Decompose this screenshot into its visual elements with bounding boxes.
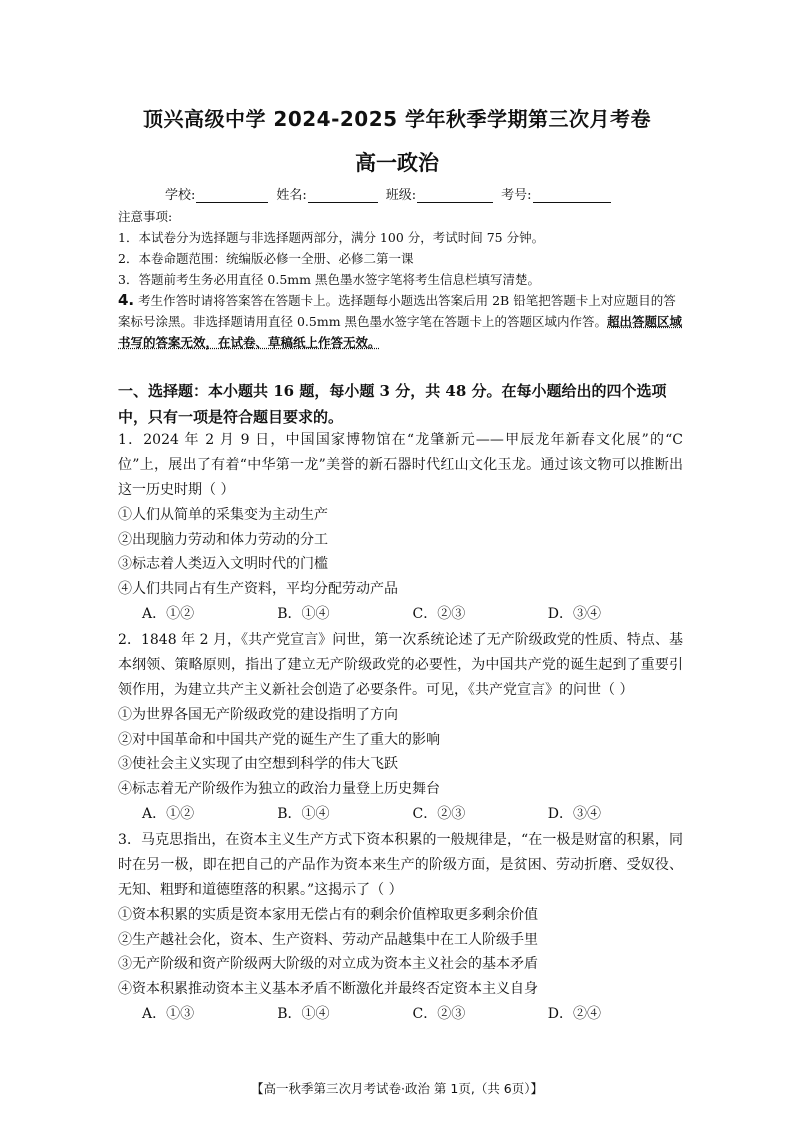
exam-notes — [118, 206, 688, 353]
notes-heading: 注意事项: — [118, 209, 173, 224]
choice-d: D．③④ — [547, 806, 601, 822]
choice-a: A．①② — [142, 606, 195, 622]
answer-choices — [118, 601, 683, 628]
statement-option: ②生产越社会化，资本、生产资料、劳动产品越集中在工人阶级手里 — [118, 931, 538, 948]
statement-option: ②出现脑力劳动和体力劳动的分工 — [118, 531, 328, 548]
statement-option: ①人们从简单的采集变为主动生产 — [118, 507, 328, 523]
choice-a: A．①③ — [142, 1006, 195, 1022]
choice-b: B．①④ — [277, 806, 330, 822]
note-item: 2．本卷命题范围：统编版必修一全册、必修二第一课 — [118, 251, 414, 266]
class-field[interactable] — [417, 188, 493, 203]
page-footer: 【高一秋季第三次月考试卷·政治 第 1页,（共 6页）】 — [250, 1081, 544, 1096]
choice-c: C．②③ — [412, 606, 466, 622]
question-stem: 3．马克思指出，在资本主义生产方式下资本积累的一般规律是，“在一极是财富的积累，同时在另一极，即在把自己的产品作为资本来生产的阶级方面，是贫困、劳动折磨、受奴役、无知、粗野和道德堕落的积累。”这揭示了（ ） — [118, 832, 683, 898]
question-stem: 2．1848 年 2 月，《共产党宣言》问世，第一次系统论述了无产阶级政党的性质、特点、基本纲领、策略原则，指出了建立无产阶级政党的必要性，为中国共产党的诞生起到了重要引领作用，为建立共产主义新社会创造了必要条件。可见，《共产党宣言》的问世（ ） — [118, 632, 683, 698]
school-field[interactable] — [196, 188, 268, 203]
question-1 — [118, 428, 683, 628]
statement-option: ③无产阶级和资产阶级两大阶级的对立成为资本主义社会的基本矛盾 — [118, 956, 538, 972]
note-item: 3．答题前考生务必用直径 0.5mm 黑色墨水签字笔将考生信息栏填写清楚。 — [118, 272, 540, 287]
exam-subject: 高一政治 — [355, 151, 439, 175]
question-stem: 1．2024 年 2 月 9 日，中国国家博物馆在“龙肇新元——甲辰龙年新春文化展”的“C 位”上，展出了有着“中华第一龙”美誉的新石器时代红山文化玉龙。通过该文物可以推断出这一历史时期（ ） — [118, 432, 683, 498]
statement-option: ④资本积累推动资本主义基本矛盾不断激化并最终否定资本主义自身 — [118, 980, 538, 997]
section-heading: 一、选择题：本小题共 16 题，每小题 3 分，共 48 分。在每小题给出的四个选项中，只有一项是符合题目要求的。 — [118, 382, 667, 426]
question-2 — [118, 628, 683, 828]
class-label: 班级: — [385, 188, 417, 203]
note-item-4-text: 考生作答时请将答案答在答题卡上。选择题每小题选出答案后用 2B 铅笔把答题卡上对应题目的答案标号涂黑。非选择题请用直径 0.5mm 黑色墨水签字笔在答题卡上的答题区域内作答。 — [118, 293, 676, 329]
name-field[interactable] — [308, 188, 378, 203]
question-3 — [118, 828, 683, 1028]
choice-c: C．②③ — [412, 1006, 466, 1022]
statement-option: ①为世界各国无产阶级政党的建设指明了方向 — [118, 707, 398, 723]
student-info-row — [165, 184, 619, 203]
note-item-4 — [118, 290, 688, 353]
statement-option: ④人们共同占有生产资料，平均分配劳动产品 — [118, 580, 398, 597]
statement-option: ②对中国革命和中国共产党的诞生产生了重大的影响 — [118, 731, 440, 748]
choice-c: C．②③ — [412, 806, 466, 822]
choice-d: D．②④ — [547, 1006, 601, 1022]
exam-number-field[interactable] — [533, 188, 611, 203]
answer-choices — [118, 1001, 683, 1028]
exam-title: 顶兴高级中学 2024-2025 学年秋季学期第三次月考卷 — [142, 107, 652, 131]
statement-option: ①资本积累的实质是资本家用无偿占有的剩余价值榨取更多剩余价值 — [118, 907, 538, 923]
choice-a: A．①② — [142, 806, 195, 822]
name-label: 姓名: — [276, 188, 307, 203]
statement-option: ③标志着人类迈入文明时代的门槛 — [118, 556, 328, 572]
note-item-4-number: 4. — [118, 291, 135, 309]
choice-b: B．①④ — [277, 606, 330, 622]
note-item-4-warning: 超出答题区域书写的答案无效，在试卷、草稿纸上作答无效。 — [118, 314, 683, 350]
exam-number-label: 考号: — [501, 188, 532, 203]
choice-b: B．①④ — [277, 1006, 330, 1022]
statement-option: ③使社会主义实现了由空想到科学的伟大飞跃 — [118, 756, 398, 772]
note-item: 1．本试卷分为选择题与非选择题两部分，满分 100 分，考试时间 75 分钟。 — [118, 230, 545, 245]
statement-option: ④标志着无产阶级作为独立的政治力量登上历史舞台 — [118, 780, 440, 797]
question-list — [118, 428, 683, 1028]
answer-choices — [118, 801, 683, 828]
choice-d: D．③④ — [547, 606, 601, 622]
school-label: 学校: — [165, 188, 196, 203]
